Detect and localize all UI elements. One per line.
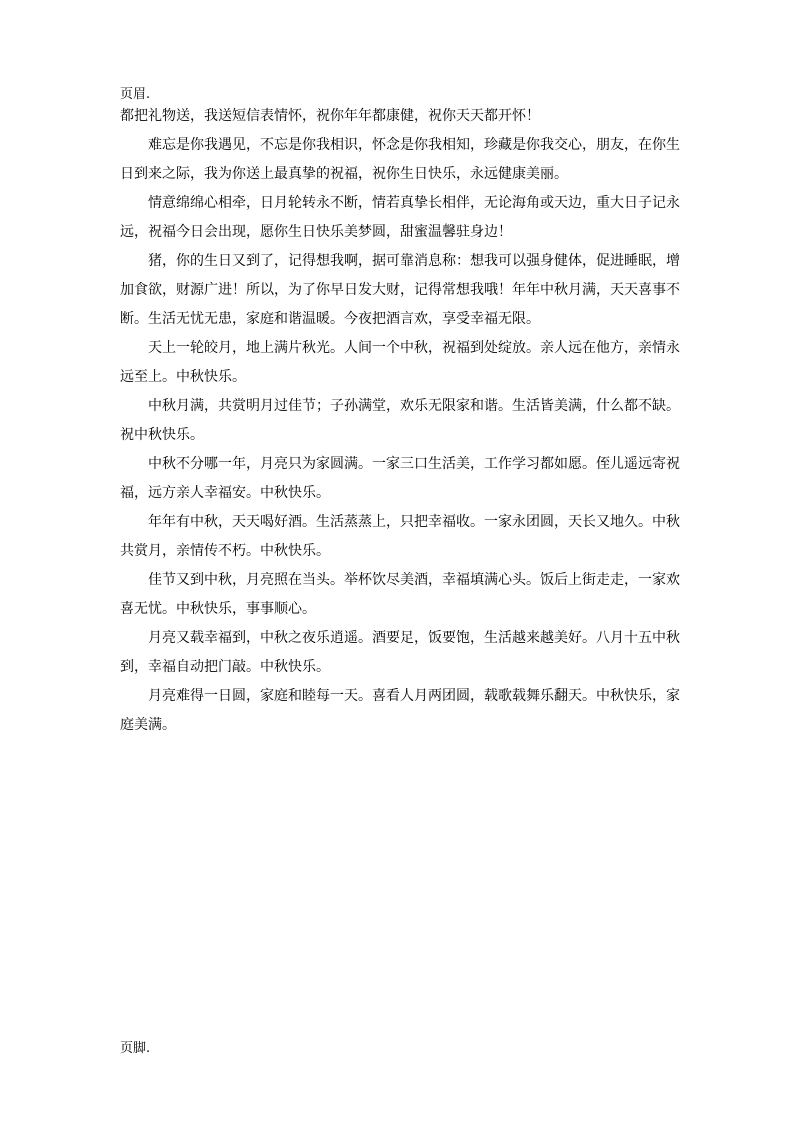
paragraph-9: 佳节又到中秋，月亮照在当头。举杯饮尽美酒，幸福填满心头。饭后上街走走，一家欢喜无忧。中秋快乐，事事顺心。	[120, 572, 680, 617]
paragraph-4: 猪，你的生日又到了，记得想我啊，据可靠消息称：想我可以强身健体，促进睡眠，增加食欲，财源广进！所以，为了你早日发大财，记得常想我哦！年年中秋月满，天天喜事不断。生活无忧无患，家庭和谐温暖。今夜把酒言欢，享受幸福无限。	[120, 253, 680, 327]
paragraph-8: 年年有中秋，天天喝好酒。生活蒸蒸上，只把幸福收。一家永团圆，天长又地久。中秋共赏月，亲情传不朽。中秋快乐。	[120, 514, 680, 559]
paragraph-1: 都把礼物送，我送短信表情怀，祝你年年都康健，祝你天天都开怀！	[120, 108, 540, 124]
paragraph-11: 月亮难得一日圆，家庭和睦每一天。喜看人月两团圆，载歌载舞乐翻天。中秋快乐，家庭美满。	[120, 688, 680, 733]
document-body	[120, 102, 680, 740]
page-footer: 页脚.	[120, 1041, 151, 1056]
paragraph-3: 情意绵绵心相牵，日月轮转永不断，情若真挚长相伴，无论海角或天边，重大日子记永远，祝福今日会出现，愿你生日快乐美梦圆，甜蜜温馨驻身边！	[120, 195, 680, 240]
paragraph-10: 月亮又载幸福到，中秋之夜乐逍遥。酒要足，饭要饱，生活越来越美好。八月十五中秋到，幸福自动把门敲。中秋快乐。	[120, 630, 680, 675]
paragraph-5: 天上一轮皎月，地上满片秋光。人间一个中秋，祝福到处绽放。亲人远在他方，亲情永远至上。中秋快乐。	[120, 340, 680, 385]
page-header: 页眉.	[120, 87, 151, 102]
paragraph-2: 难忘是你我遇见，不忘是你我相识，怀念是你我相知，珍藏是你我交心，朋友，在你生日到来之际，我为你送上最真挚的祝福，祝你生日快乐，永远健康美丽。	[120, 137, 680, 182]
paragraph-6: 中秋月满，共赏明月过佳节；子孙满堂，欢乐无限家和谐。生活皆美满，什么都不缺。祝中秋快乐。	[120, 398, 680, 443]
paragraph-7: 中秋不分哪一年，月亮只为家圆满。一家三口生活美，工作学习都如愿。侄儿遥远寄祝福，远方亲人幸福安。中秋快乐。	[120, 456, 680, 501]
